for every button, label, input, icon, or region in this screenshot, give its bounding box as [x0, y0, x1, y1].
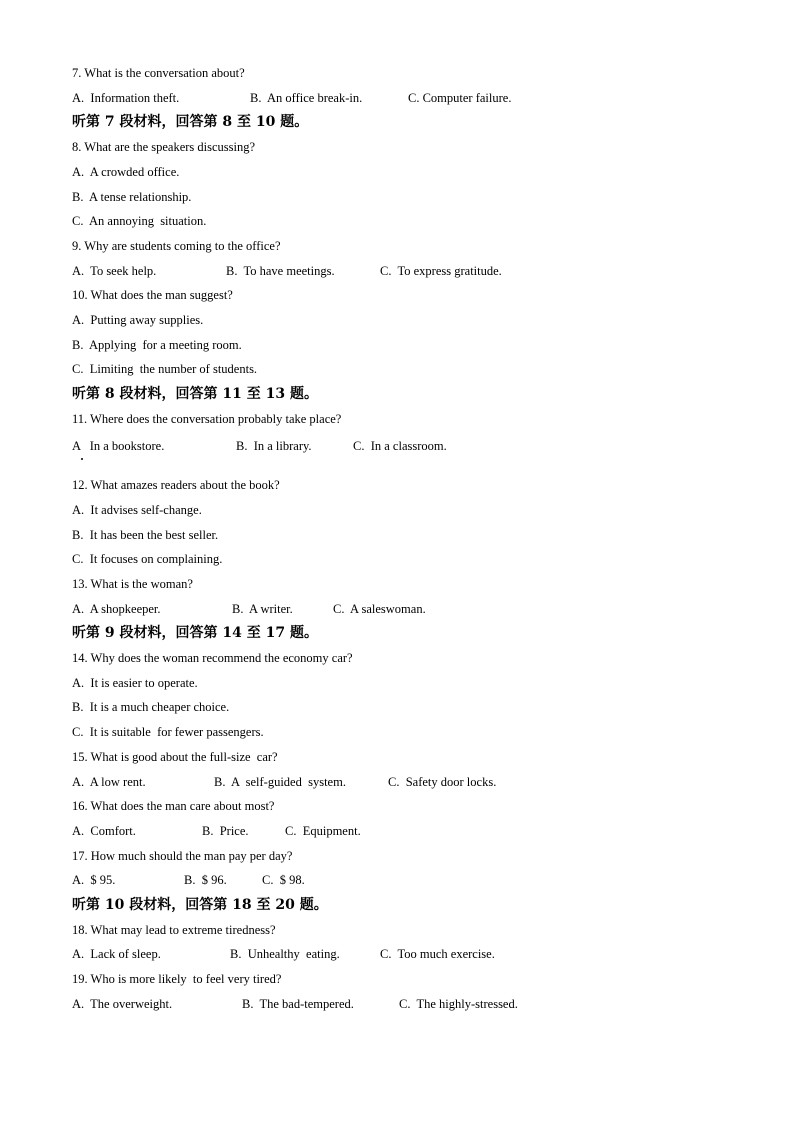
question-15: 15. What is good about the full-size car?	[72, 750, 278, 764]
question-19: 19. Who is more likely to feel very tired?	[72, 972, 282, 986]
question-7: 7. What is the conversation about?	[72, 66, 245, 80]
question-12-option-c: C. It focuses on complaining.	[72, 552, 223, 566]
question-11-option-c: C. In a classroom.	[353, 439, 447, 453]
section-heading-9: 听第 9 段材料，回答第 14 至 17 题。	[72, 625, 318, 641]
question-14-option-a: A. It is easier to operate.	[72, 676, 198, 690]
section-heading-7: 听第 7 段材料，回答第 8 至 10 题。	[72, 114, 309, 130]
question-8-option-c: C. An annoying situation.	[72, 214, 207, 228]
question-15-option-c: C. Safety door locks.	[388, 775, 497, 789]
question-8: 8. What are the speakers discussing?	[72, 140, 256, 154]
question-11-option-b: B. In a library.	[236, 439, 312, 453]
question-7-option-b: B. An office break-in.	[250, 91, 363, 105]
question-13-option-c: C. A saleswoman.	[333, 602, 426, 616]
question-10-option-c: C. Limiting the number of students.	[72, 362, 258, 376]
question-13-option-b: B. A writer.	[232, 602, 293, 616]
question-18-option-a: A. Lack of sleep.	[72, 947, 161, 961]
question-10: 10. What does the man suggest?	[72, 288, 233, 302]
section-heading-8: 听第 8 段材料，回答第 11 至 13 题。	[72, 386, 318, 402]
question-9: 9. Why are students coming to the office?	[72, 239, 281, 253]
question-18-option-c: C. Too much exercise.	[380, 947, 495, 961]
stray-period-mark	[81, 458, 83, 460]
question-17-option-a: A. $ 95.	[72, 873, 116, 887]
question-18: 18. What may lead to extreme tiredness?	[72, 923, 276, 937]
question-14-option-c: C. It is suitable for fewer passengers.	[72, 725, 264, 739]
question-9-option-a: A. To seek help.	[72, 264, 157, 278]
question-9-option-b: B. To have meetings.	[226, 264, 335, 278]
question-11: 11. Where does the conversation probably take place?	[72, 412, 342, 426]
question-12-option-b: B. It has been the best seller.	[72, 528, 219, 542]
question-19-option-b: B. The bad-tempered.	[242, 997, 354, 1011]
question-17-option-b: B. $ 96.	[184, 873, 227, 887]
question-19-option-a: A. The overweight.	[72, 997, 173, 1011]
question-10-option-a: A. Putting away supplies.	[72, 313, 204, 327]
question-17-option-c: C. $ 98.	[262, 873, 305, 887]
question-10-option-b: B. Applying for a meeting room.	[72, 338, 242, 352]
question-14-option-b: B. It is a much cheaper choice.	[72, 700, 230, 714]
question-16-option-c: C. Equipment.	[285, 824, 361, 838]
question-11-option-a: A In a bookstore.	[72, 439, 165, 453]
question-16: 16. What does the man care about most?	[72, 799, 275, 813]
question-17: 17. How much should the man pay per day?	[72, 849, 293, 863]
question-8-option-b: B. A tense relationship.	[72, 190, 192, 204]
question-16-option-b: B. Price.	[202, 824, 249, 838]
question-7-option-a: A. Information theft.	[72, 91, 180, 105]
question-12: 12. What amazes readers about the book?	[72, 478, 280, 492]
question-13: 13. What is the woman?	[72, 577, 193, 591]
section-heading-10: 听第 10 段材料，回答第 18 至 20 题。	[72, 897, 328, 913]
question-9-option-c: C. To express gratitude.	[380, 264, 502, 278]
question-8-option-a: A. A crowded office.	[72, 165, 180, 179]
question-16-option-a: A. Comfort.	[72, 824, 136, 838]
question-13-option-a: A. A shopkeeper.	[72, 602, 161, 616]
question-15-option-b: B. A self-guided system.	[214, 775, 346, 789]
question-7-option-c: C. Computer failure.	[408, 91, 512, 105]
question-19-option-c: C. The highly-stressed.	[399, 997, 518, 1011]
question-15-option-a: A. A low rent.	[72, 775, 146, 789]
question-12-option-a: A. It advises self-change.	[72, 503, 202, 517]
question-14: 14. Why does the woman recommend the economy car?	[72, 651, 353, 665]
question-18-option-b: B. Unhealthy eating.	[230, 947, 340, 961]
